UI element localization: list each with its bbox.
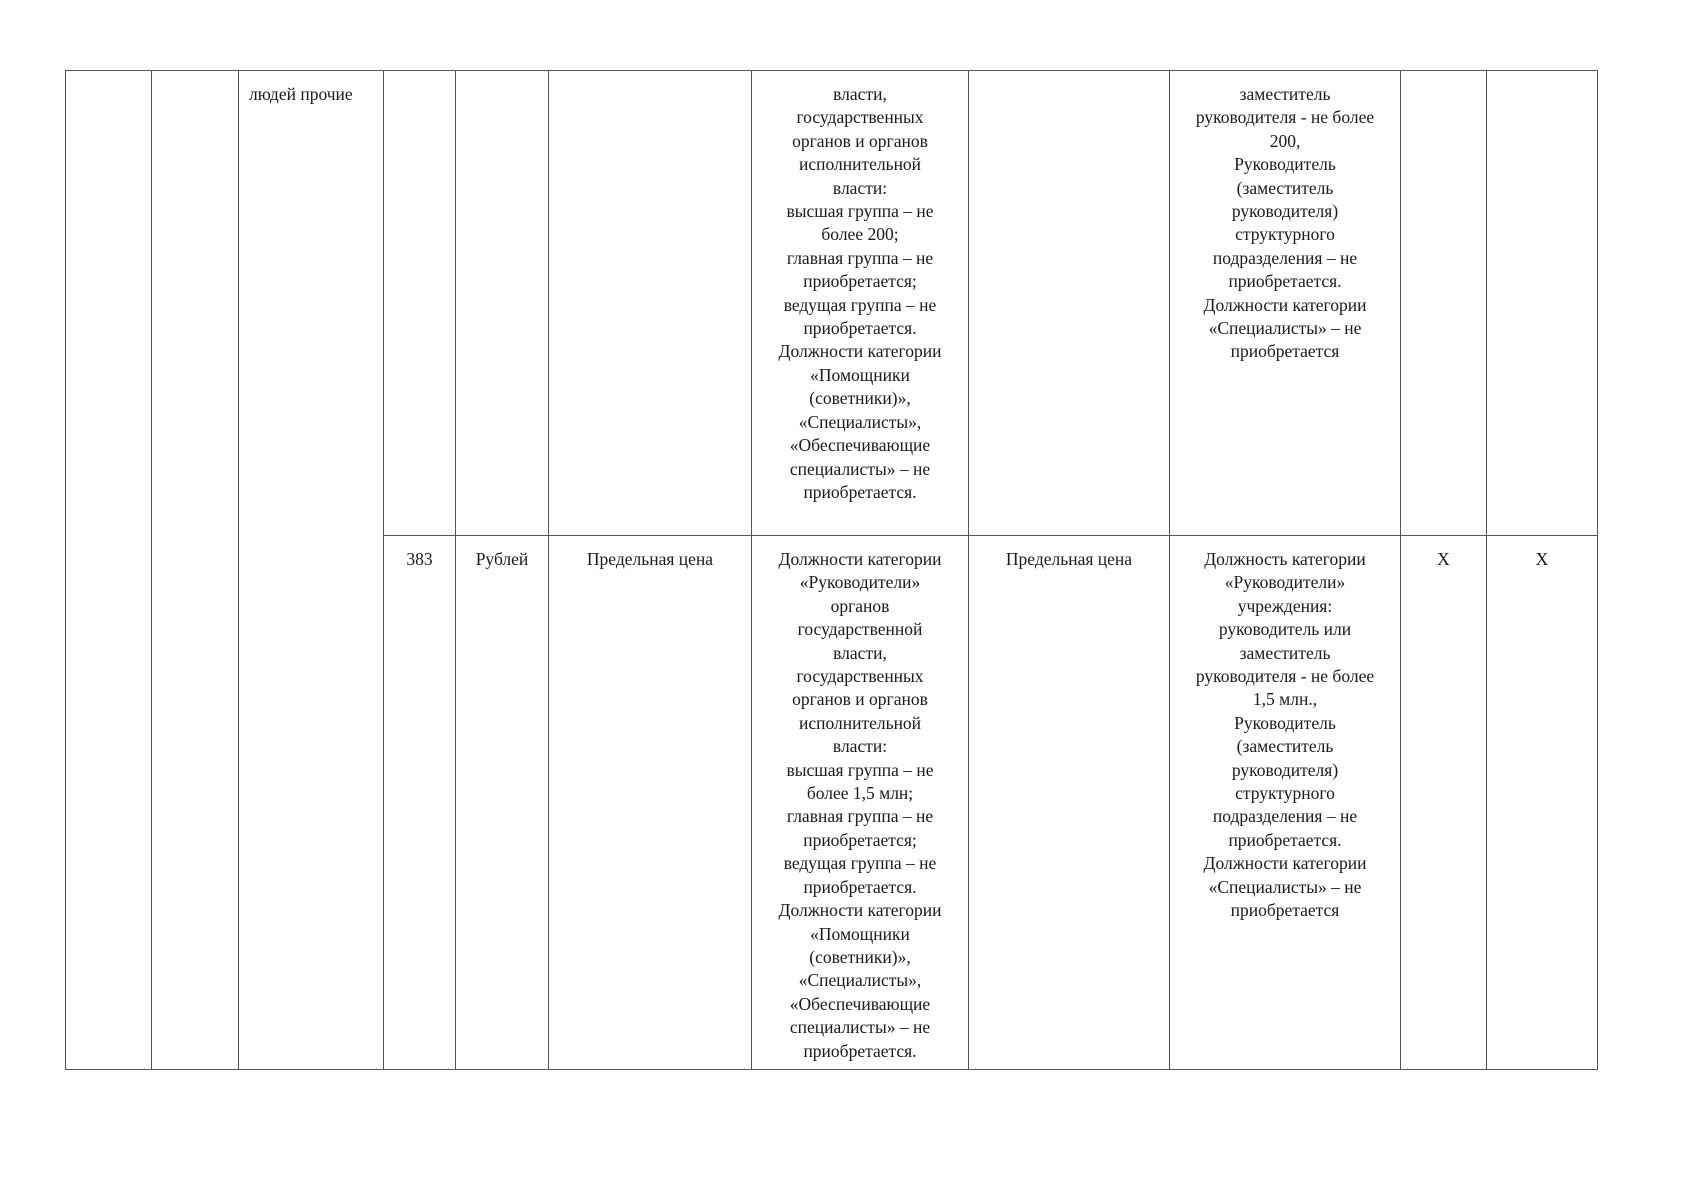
cell-inst-value: заместитель руководителя - не более 200, Руководитель (заместитель руководителя) структурного подразделения – не приобретается. Должности категории «Специалисты» – не приобретается — [1170, 71, 1401, 536]
cell-col10: X — [1401, 536, 1487, 1070]
cell-characteristic: Предельная цена — [549, 536, 752, 1070]
cell-unit-code: 383 — [384, 536, 456, 1070]
cell-unit-name: Рублей — [456, 536, 549, 1070]
cell-unit-name — [456, 71, 549, 536]
cell-col11 — [1487, 71, 1598, 536]
cell-inst-characteristic: Предельная цена — [969, 536, 1170, 1070]
cell-item-name: людей прочие — [239, 71, 384, 1070]
cell-number — [66, 71, 152, 1070]
cell-inst-value: Должность категории «Руководители» учреждения: руководитель или заместитель руководителя - не более 1,5 млн., Руководитель (заместитель руководителя) структурного подразделения – не приобретается. Должности категории «Специалисты» – не приобретается — [1170, 536, 1401, 1070]
cell-inst-characteristic — [969, 71, 1170, 536]
cell-col11: X — [1487, 536, 1598, 1070]
cell-gov-value: Должности категории «Руководители» органов государственной власти, государственных органов и органов исполнительной власти: высшая группа – не более 1,5 млн; главная группа – не приобретается; ведущая группа – не приобретается. Должности категории «Помощники (советники)», «Специалисты», «Обеспечивающие специалисты» – не приобретается. — [752, 536, 969, 1070]
table-row — [66, 71, 1598, 536]
cell-col10 — [1401, 71, 1487, 536]
cell-okpd-code — [152, 71, 239, 1070]
cell-unit-code — [384, 71, 456, 536]
requirements-table — [65, 70, 1598, 1070]
cell-gov-value: власти, государственных органов и органов исполнительной власти: высшая группа – не более 200; главная группа – не приобретается; ведущая группа – не приобретается. Должности категории «Помощники (советники)», «Специалисты», «Обеспечивающие специалисты» – не приобретается. — [752, 71, 969, 536]
cell-characteristic — [549, 71, 752, 536]
